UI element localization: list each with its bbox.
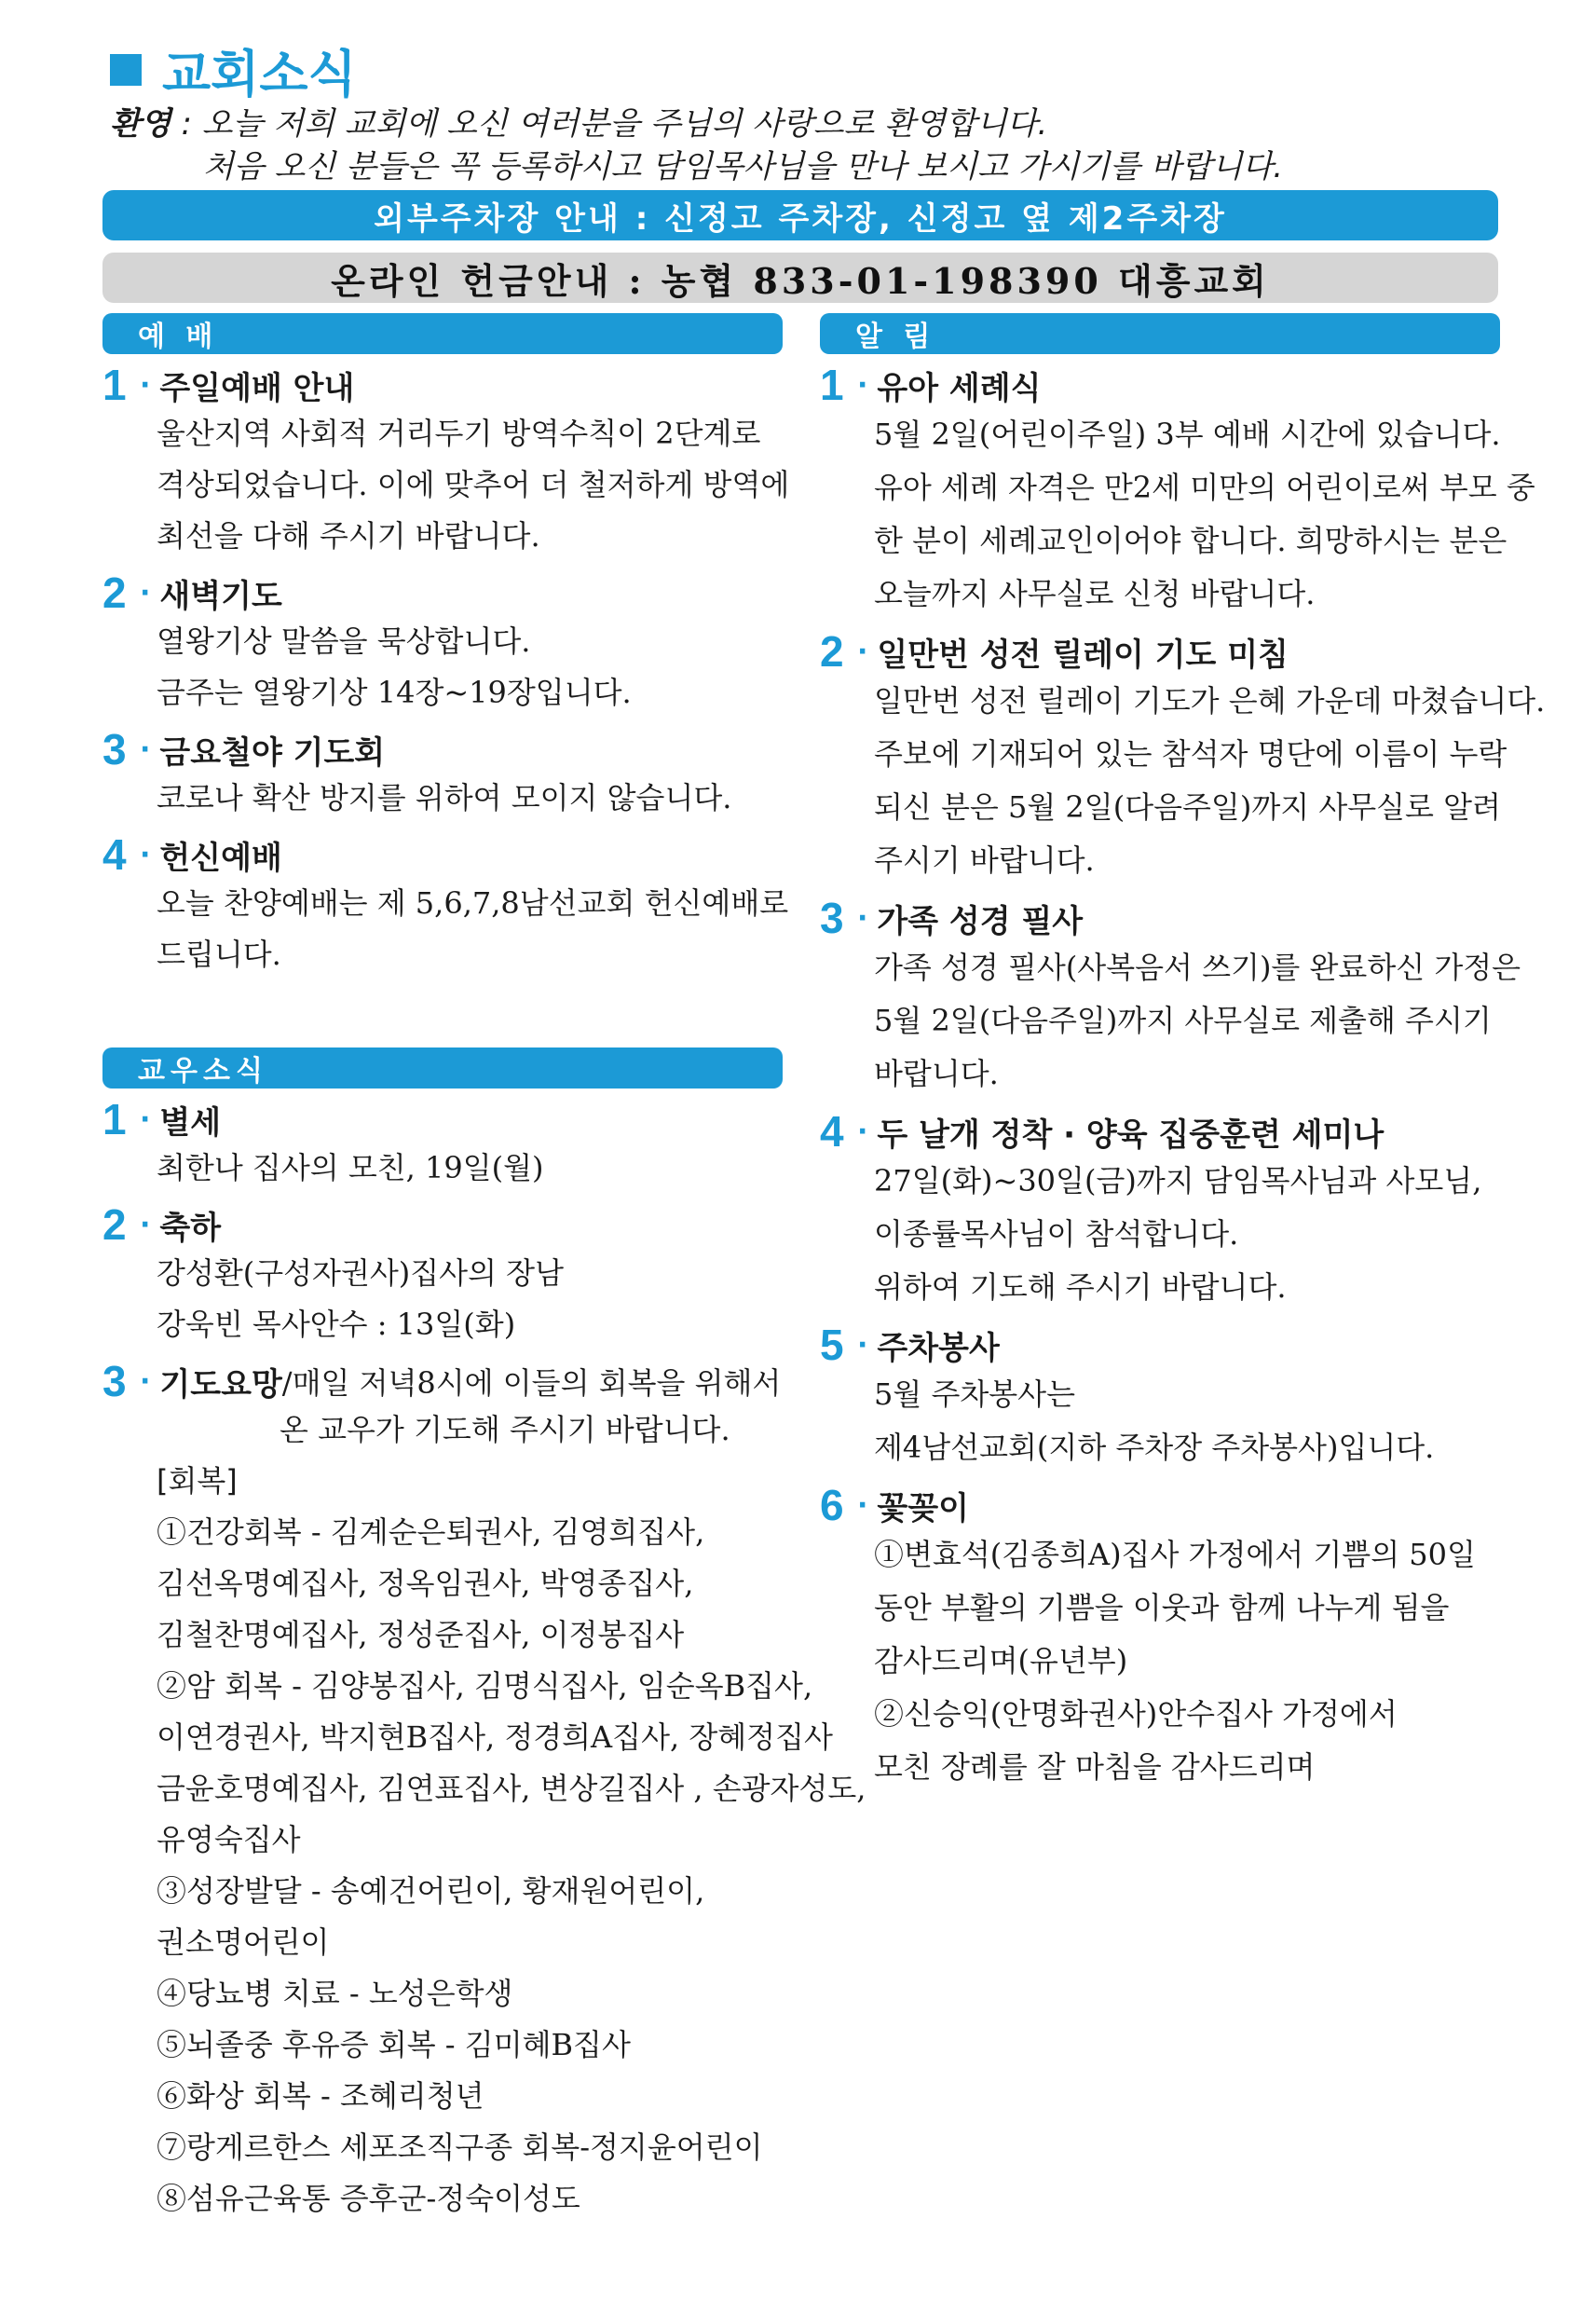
item-title: 금요철야 기도회: [159, 733, 386, 772]
item-number: 6: [820, 1481, 844, 1529]
members-item-3-prayer: 3 · 기도요망 /매일 저녁8시에 이들의 회복을 위해서 온 교우가 기도해 주시기 바랍니다. [회복] ①건강회복 - 김계순은퇴권사, 김영희집사, 김선옥명예집사, 정옥임권사, 박영종집사, 김철찬명예집사, 정성준집사, 이정봉집사 ②암 회복 - 김양봉집사, 김명식집사, 임순옥B집사, 이연경권사, 박지현B집사, 정경희A집사, 장혜정집사 금윤호명예집사, 김연표집사, 변상길집사 , 손광자성도, 유영숙집사 ③성장발달 - 송예건어린이, 황재원어린이, 권소명어린이 ④당뇨병 치료 - 노성은학생 ⑤뇌졸중 후유증 회복 - 김미혜B집사 ⑥화상 회복 - 조혜리청년 ⑦랑게르한스 세포조직구종 회복-정지윤어린이 ⑧섬유근육통 증후군-정숙이성도: [102, 1358, 783, 2225]
item-title: 주일예배 안내: [159, 369, 355, 407]
item-title: 유아 세례식: [877, 369, 1042, 407]
item-body: 27일(화)~30일(금)까지 담임목사님과 사모님, 이종률목사님이 참석합니다. 위하여 기도해 주시기 바랍니다.: [874, 1163, 1482, 1305]
item-body: 가족 성경 필사(사복음서 쓰기)를 완료하신 가정은 5월 2일(다음주일)까지 사무실로 제출해 주시기 바랍니다.: [874, 950, 1521, 1091]
worship-item-1: 1 · 주일예배 안내 울산지역 사회적 거리두기 방역수칙이 2단계로 격상되었습니다. 이에 맞추어 더 철저하게 방역에 최선을 다해 주시기 바랍니다.: [102, 362, 783, 562]
notice-item-6: 6 · 꽃꽂이 ①변효석(김종희A)집사 가정에서 기쁨의 50일 동안 부활의 기쁨을 이웃과 함께 나누게 됨을 감사드리며(유년부) ②신승익(안명화권사)안수집사 가정에서 모친 장례를 잘 마침을 감사드리며: [820, 1482, 1500, 1794]
prayer-title-rest: /매일 저녁8시에 이들의 회복을 위해서: [281, 1365, 782, 1401]
item-body: 5월 2일(어린이주일) 3부 예배 시간에 있습니다. 유아 세례 자격은 만2세 미만의 어린이로써 부모 중 한 분이 세례교인이어야 합니다. 희망하시는 분은 오늘까지 사무실로 신청 바랍니다.: [874, 417, 1535, 611]
right-column: [820, 313, 1546, 1794]
item-body: 강성환(구성자권사)집사의 장남 강욱빈 목사안수 : 13일(화): [157, 1255, 564, 1342]
item-body: 최한나 집사의 모친, 19일(월): [157, 1150, 544, 1185]
notice-item-3: 3 · 가족 성경 필사 가족 성경 필사(사복음서 쓰기)를 완료하신 가정은 5월 2일(다음주일)까지 사무실로 제출해 주시기 바랍니다.: [820, 895, 1500, 1101]
notice-item-1: 1 · 유아 세례식 5월 2일(어린이주일) 3부 예배 시간에 있습니다. 유아 세례 자격은 만2세 미만의 어린이로써 부모 중 한 분이 세례교인이어야 합니다. 희망하시는 분은 오늘까지 사무실로 신청 바랍니다.: [820, 362, 1500, 621]
item-body: 일만번 성전 릴레이 기도가 은혜 가운데 마쳤습니다. 주보에 기재되어 있는 참석자 명단에 이름이 누락 되신 분은 5월 2일(다음주일)까지 사무실로 알려 주시기 바랍니다.: [874, 683, 1546, 878]
item-number: 1: [102, 1095, 127, 1143]
prayer-line-2: 온 교우가 기도해 주시기 바랍니다.: [280, 1412, 730, 1447]
item-title: 별세: [159, 1103, 222, 1142]
section-header-worship: 예 배: [102, 313, 783, 354]
item-body: 열왕기상 말씀을 묵상합니다. 금주는 열왕기상 14장~19장입니다.: [157, 623, 632, 710]
item-number: 1: [102, 361, 127, 409]
item-number: 4: [820, 1107, 844, 1156]
section-header-notices: 알 림: [820, 313, 1500, 354]
welcome-line-2: 처음 오신 분들은 꼭 등록하시고 담임목사님을 만나 보시고 가시기를 바랍니다.: [203, 148, 1284, 185]
item-number: 3: [102, 725, 127, 774]
page-title-text: 교회소식: [162, 44, 357, 103]
item-title: 주차봉사: [877, 1329, 1000, 1367]
welcome-label: 환영: [110, 105, 171, 143]
item-number: 2: [102, 1200, 127, 1249]
welcome-message: [110, 103, 1489, 188]
worship-item-3: 3 · 금요철야 기도회 코로나 확산 방지를 위하여 모이지 않습니다.: [102, 726, 783, 824]
notice-item-5: 5 · 주차봉사 5월 주차봉사는 제4남선교회(지하 주차장 주차봉사)입니다.: [820, 1321, 1500, 1474]
item-title: 가족 성경 필사: [877, 902, 1084, 940]
welcome-line-1: 환영 : 오늘 저희 교회에 오신 여러분을 주님의 사랑으로 환영합니다.: [110, 105, 1048, 143]
item-body: 오늘 찬양예배는 제 5,6,7,8남선교회 헌신예배로 드립니다.: [157, 885, 789, 972]
item-title: 꽃꽂이: [877, 1489, 969, 1527]
item-title: 헌신예배: [159, 839, 282, 877]
square-bullet-icon: [110, 54, 142, 86]
item-body: 온 교우가 기도해 주시기 바랍니다. [회복] ①건강회복 - 김계순은퇴권사, 김영희집사, 김선옥명예집사, 정옥임권사, 박영종집사, 김철찬명예집사, 정성준집사, 이정봉집사 ②암 회복 - 김양봉집사, 김명식집사, 임순옥B집사, 이연경권사, 박지현B집사, 정경희A집사, 장혜정집사 금윤호명예집사, 김연표집사, 변상길집사 , 손광자성도, 유영숙집사 ③성장발달 - 송예건어린이, 황재원어린이, 권소명어린이 ④당뇨병 치료 - 노성은학생 ⑤뇌졸중 후유증 회복 - 김미혜B집사 ⑥화상 회복 - 조혜리청년 ⑦랑게르한스 세포조직구종 회복-정지윤어린이 ⑧섬유근육통 증후군-정숙이성도: [102, 1404, 783, 2225]
item-number: 3: [102, 1357, 127, 1405]
prayer-subhead: [회복]: [157, 1463, 238, 1499]
members-item-2: 2 · 축하 강성환(구성자권사)집사의 장남 강욱빈 목사안수 : 13일(화): [102, 1201, 783, 1350]
item-title: 새벽기도: [159, 577, 282, 615]
section-header-members: 교우소식: [102, 1047, 783, 1089]
item-body: ①변효석(김종희A)집사 가정에서 기쁨의 50일 동안 부활의 기쁨을 이웃과 함께 나누게 됨을 감사드리며(유년부) ②신승익(안명화권사)안수집사 가정에서 모친 장례를 잘 마침을 감사드리며: [874, 1537, 1476, 1785]
item-number: 3: [820, 894, 844, 942]
members-item-1: 1 · 별세 최한나 집사의 모친, 19일(월): [102, 1096, 783, 1194]
notice-item-2: 2 · 일만번 성전 릴레이 기도 미침 일만번 성전 릴레이 기도가 은혜 가운데 마쳤습니다. 주보에 기재되어 있는 참석자 명단에 이름이 누락 되신 분은 5월 2일(다음주일)까지 사무실로 알려 주시기 바랍니다.: [820, 628, 1500, 887]
item-body: 코로나 확산 방지를 위하여 모이지 않습니다.: [157, 780, 732, 815]
item-number: 5: [820, 1321, 844, 1369]
item-number: 2: [820, 627, 844, 676]
notice-item-4: 4 · 두 날개 정착 · 양육 집중훈련 세미나 27일(화)~30일(금)까지 담임목사님과 사모님, 이종률목사님이 참석합니다. 위하여 기도해 주시기 바랍니다.: [820, 1108, 1500, 1314]
parking-notice-bar: 외부주차장 안내 : 신정고 주차장, 신정고 옆 제2주차장: [102, 190, 1498, 240]
item-body: 울산지역 사회적 거리두기 방역수칙이 2단계로 격상되었습니다. 이에 맞추어 더 철저하게 방역에 최선을 다해 주시기 바랍니다.: [157, 416, 790, 554]
item-title: 기도요망: [159, 1365, 282, 1403]
left-column: [102, 313, 866, 2225]
item-title: 두 날개 정착 · 양육 집중훈련 세미나: [877, 1116, 1385, 1154]
worship-item-4: 4 · 헌신예배 오늘 찬양예배는 제 5,6,7,8남선교회 헌신예배로 드립니다.: [102, 831, 783, 980]
page-title: [110, 37, 357, 103]
item-body: 5월 주차봉사는 제4남선교회(지하 주차장 주차봉사)입니다.: [874, 1376, 1435, 1465]
item-title: 축하: [159, 1209, 222, 1247]
item-number: 1: [820, 361, 844, 409]
offering-notice-bar: 온라인 헌금안내 : 농협 833-01-198390 대흥교회: [102, 253, 1498, 303]
item-title: 일만번 성전 릴레이 기도 미침: [877, 636, 1289, 674]
worship-item-2: 2 · 새벽기도 열왕기상 말씀을 묵상합니다. 금주는 열왕기상 14장~19장입니다.: [102, 569, 783, 719]
item-number: 4: [102, 830, 127, 879]
item-number: 2: [102, 568, 127, 617]
